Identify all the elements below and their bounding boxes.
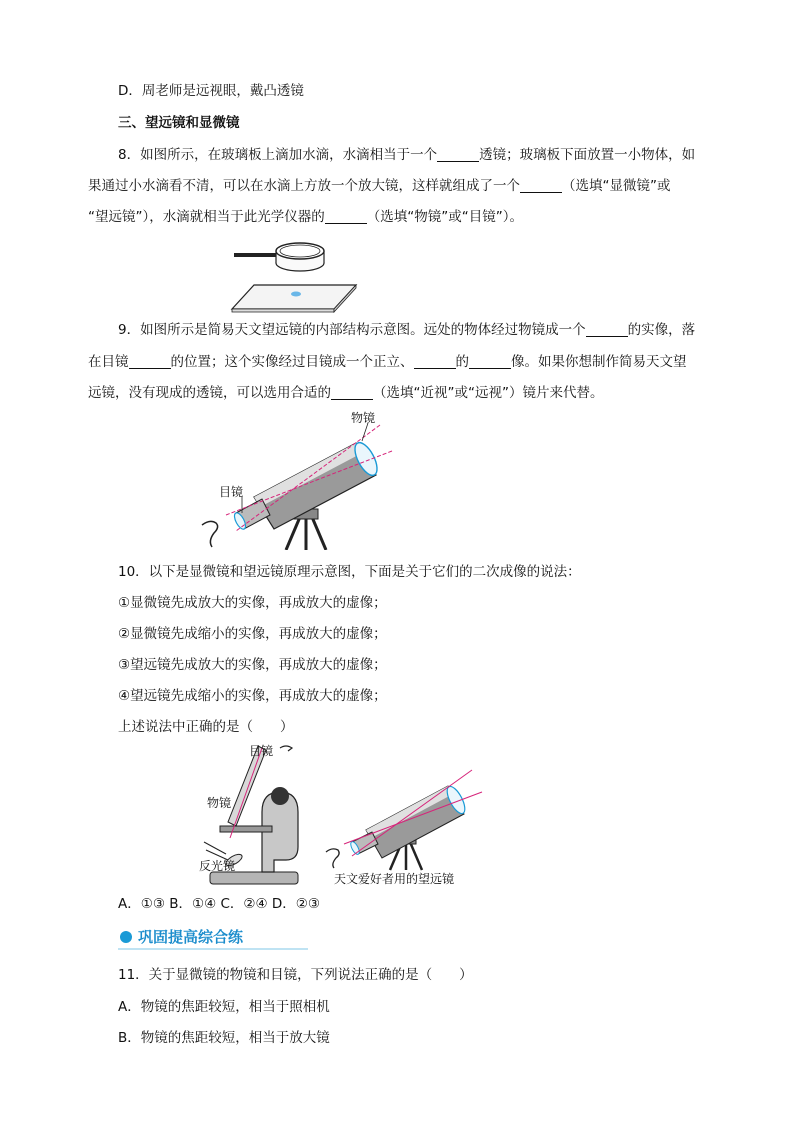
q8-blank-2[interactable] (520, 178, 562, 193)
label-telescope-eyepiece: 目镜 (219, 485, 244, 499)
microscope-stage (220, 826, 272, 832)
q8-line-3: “望远镜”），水滴就相当于此光学仪器的 （选填“物镜”或“目镜”）。 (88, 209, 523, 225)
q8-line-1: 8．如图所示，在玻璃板上滴加水滴，水滴相当于一个 透镜；玻璃板下面放置一小物体，如 (118, 147, 696, 163)
q9-line-1: 9．如图所示是简易天文望远镜的内部结构示意图。远处的物体经过物镜成一个 的实像，落 (118, 322, 696, 338)
label-telescope-objective: 物镜 (351, 411, 376, 425)
focus-knob (271, 787, 289, 805)
q10-options: A．①③ B．①④ C．②④ D．②③ (118, 896, 321, 912)
q11-option-a[interactable]: A．物镜的焦距较短，相当于照相机 (118, 999, 330, 1015)
q10-statement-4: ④望远镜先成缩小的实像，再成放大的虚像； (118, 688, 387, 704)
q11-option-b[interactable]: B．物镜的焦距较短，相当于放大镜 (118, 1030, 330, 1046)
observer-hand (202, 521, 218, 547)
telescope-figure-2 (322, 762, 486, 872)
q9-line-2: 在目镜 的位置；这个实像经过目镜成一个正立、 的 像。如果你想制作简易天文望 (88, 354, 687, 370)
q10-statement-3: ③望远镜先成放大的实像，再成放大的虚像； (118, 657, 387, 673)
label-telescope-2-caption: 天文爱好者用的望远镜 (334, 872, 455, 886)
q9-blank-5[interactable] (331, 385, 373, 400)
glass-plate-edge (232, 309, 334, 312)
q8-line-2: 果通过小水滴看不清，可以在水滴上方放一个放大镜，这样就组成了一个 （选填“显微镜”或 (88, 178, 671, 194)
q8-blank-3[interactable] (325, 209, 367, 224)
option-d-text: D．周老师是远视眼，戴凸透镜 (118, 83, 304, 99)
water-drop (291, 292, 301, 297)
q9-blank-3[interactable] (414, 354, 456, 369)
q9-blank-4[interactable] (469, 354, 511, 369)
q9-blank-2[interactable] (129, 354, 171, 369)
label-microscope-eyepiece: 目镜 (249, 744, 274, 758)
microscope-ray (230, 748, 262, 838)
q9-line-3: 远镜，没有现成的透镜，可以选用合适的 （选填“近视”或“远视”）镜片来代替。 (88, 385, 604, 401)
section-banner (118, 926, 308, 950)
telescope-figure (196, 405, 396, 550)
label-microscope-objective: 物镜 (207, 796, 232, 810)
label-microscope-mirror: 反光镜 (199, 859, 236, 873)
section-title: 巩固提高综合练 (138, 928, 244, 946)
microscope-eye (280, 746, 292, 751)
q8-blank-1[interactable] (437, 147, 479, 162)
q10-stem: 10．以下是显微镜和望远镜原理示意图，下面是关于它们的二次成像的说法： (118, 564, 581, 580)
q10-statement-2: ②显微镜先成缩小的实像，再成放大的虚像； (118, 626, 387, 642)
section-heading-telescope-microscope: 三、望远镜和显微镜 (118, 115, 240, 131)
section-bullet-icon (120, 931, 132, 943)
q10-question: 上述说法中正确的是（ ） (118, 719, 294, 735)
q10-statement-1: ①显微镜先成放大的实像，再成放大的虚像； (118, 595, 387, 611)
q9-blank-1[interactable] (586, 322, 628, 337)
magnifier-glass-plate-figure (228, 233, 364, 313)
q11-stem: 11．关于显微镜的物镜和目镜，下列说法正确的是（ ） (118, 967, 473, 983)
